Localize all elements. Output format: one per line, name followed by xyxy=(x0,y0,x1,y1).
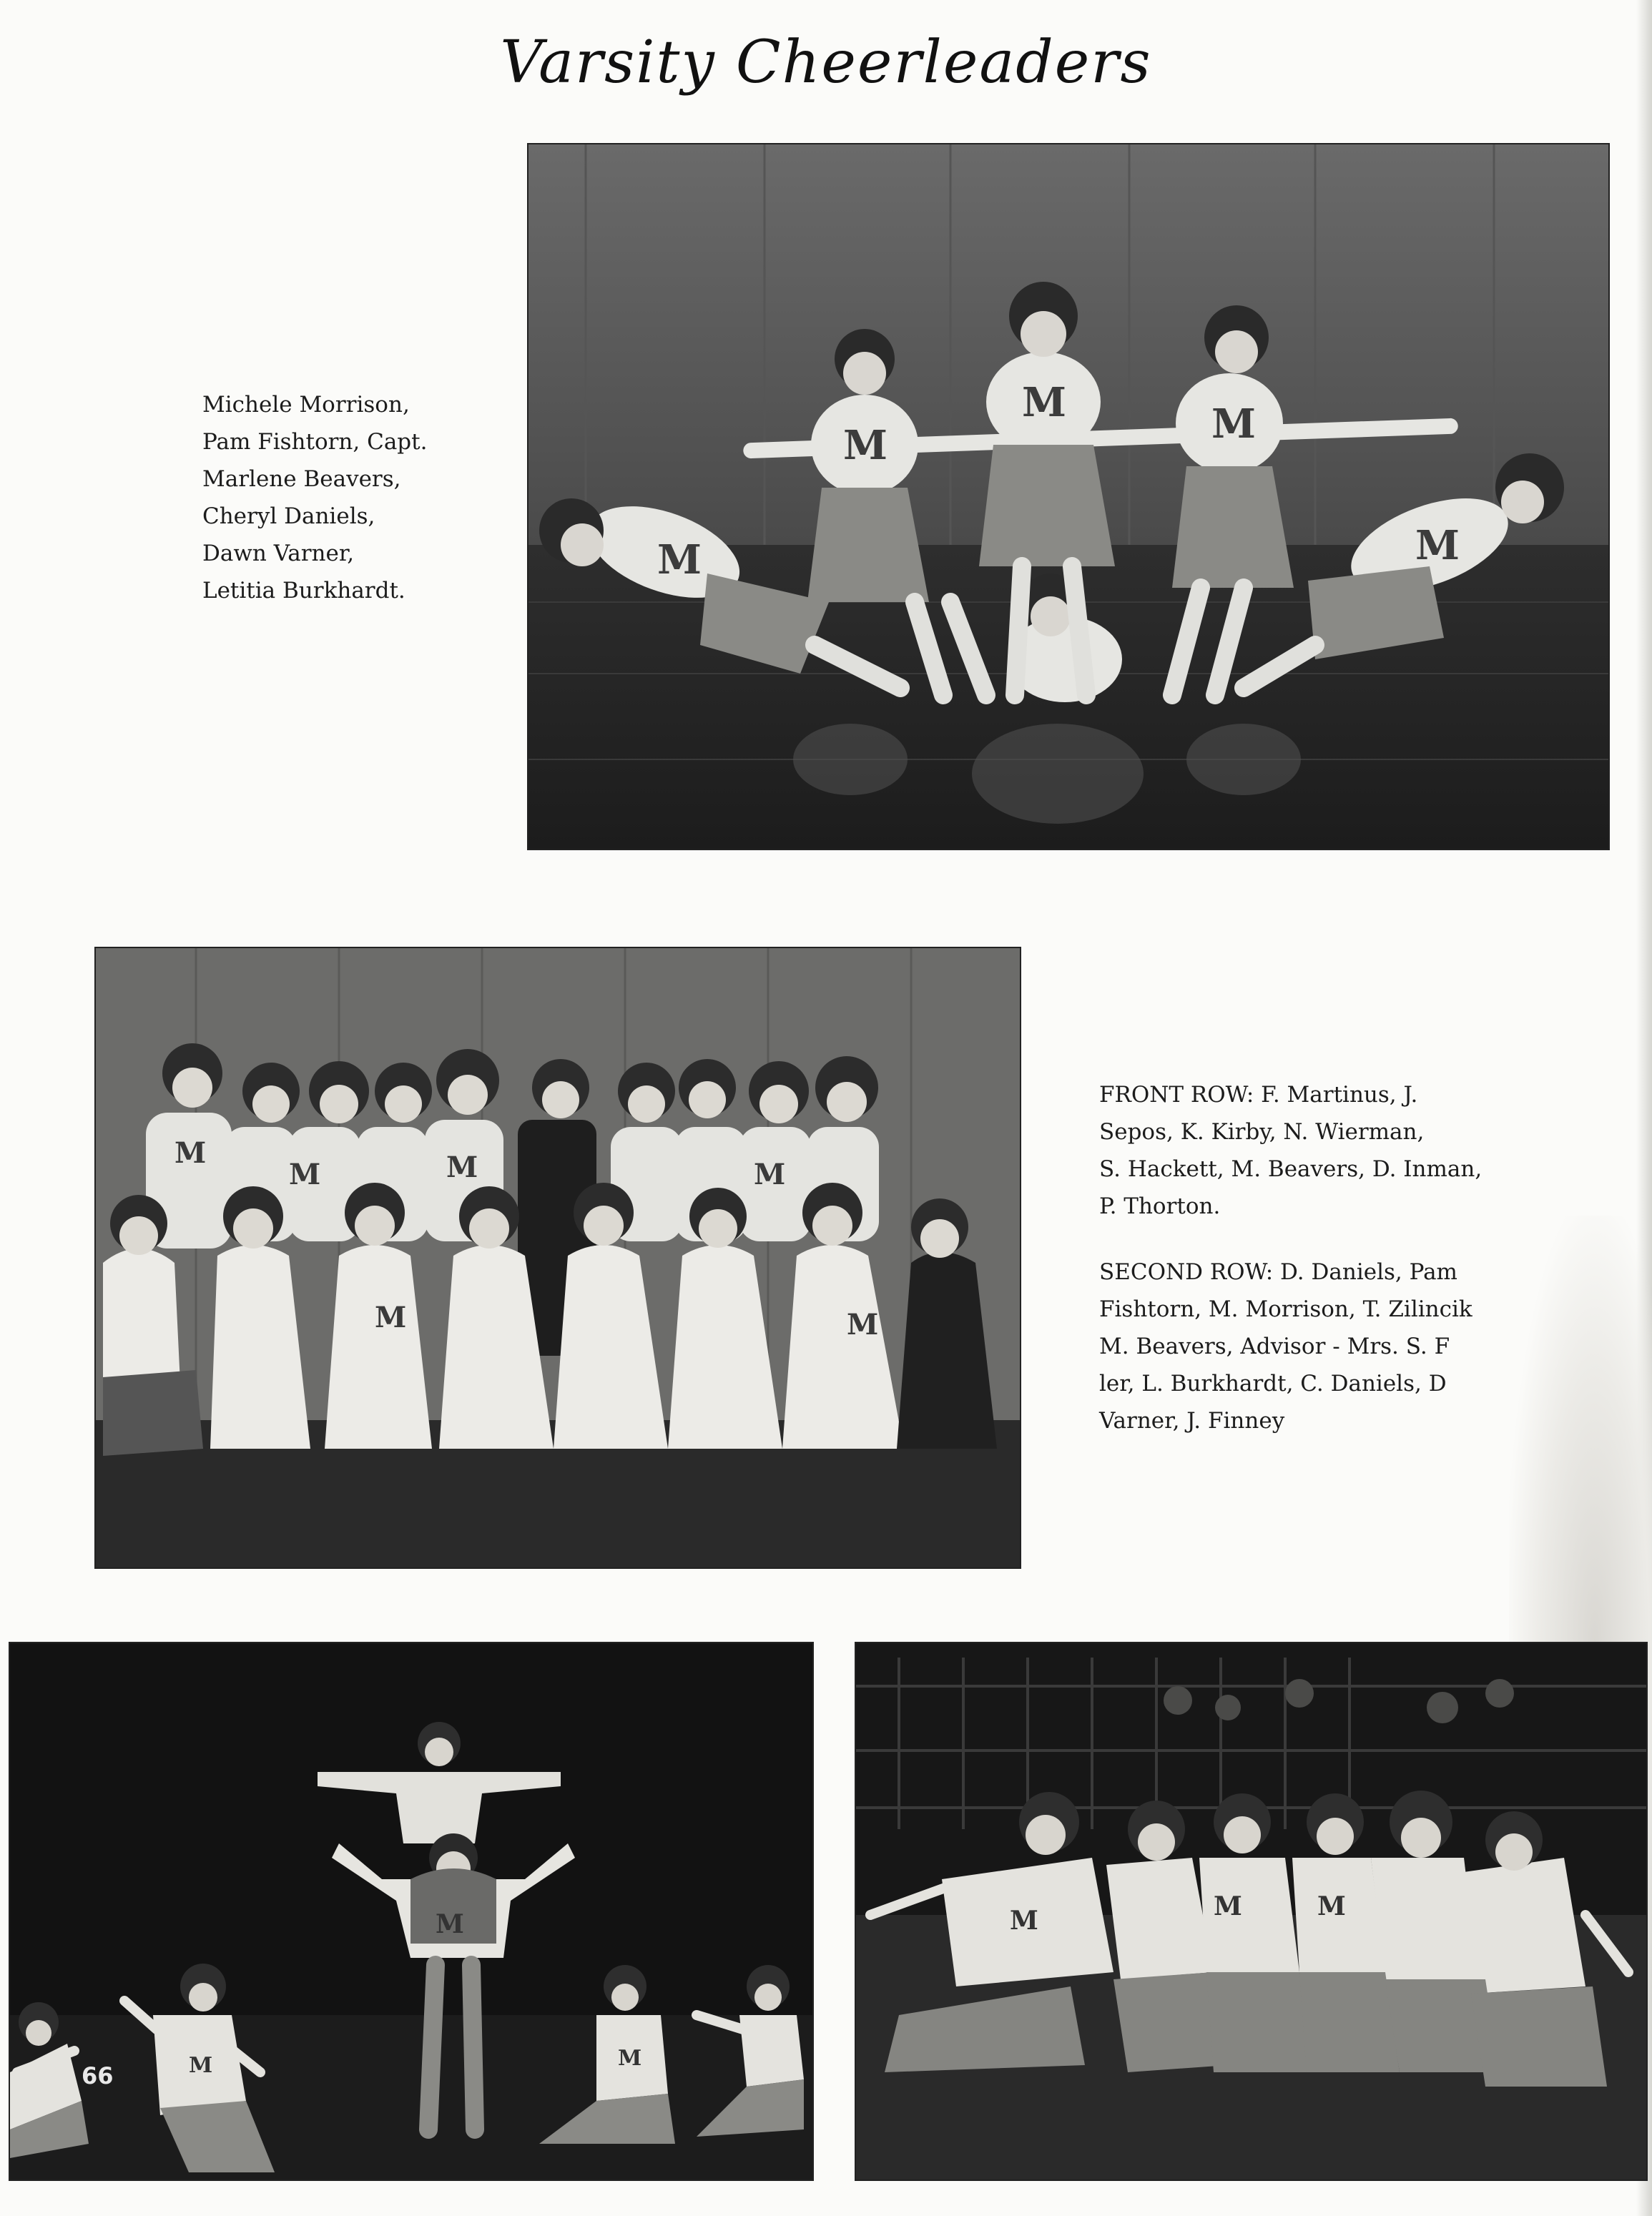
night-stunt-photo xyxy=(9,1642,814,2181)
photo1-caption-line: Letitia Burkhardt. xyxy=(202,578,405,604)
svg-text:M: M xyxy=(618,2046,642,2071)
page-title: Varsity Cheerleaders xyxy=(500,29,1152,97)
photo2-caption xyxy=(1099,1076,1482,1468)
front-row-line: S. Hackett, M. Beavers, D. Inman, xyxy=(1099,1156,1483,1182)
front-row-line: Sepos, K. Kirby, N. Wierman, xyxy=(1099,1119,1425,1145)
photo3-illustration xyxy=(10,1643,812,2180)
photo1-caption-line: Dawn Varner, xyxy=(202,541,355,566)
second-row-caption xyxy=(1099,1254,1482,1439)
photo1-illustration xyxy=(528,144,1608,849)
svg-text:M: M xyxy=(1214,1891,1242,1921)
svg-text:M: M xyxy=(843,422,888,469)
photo4-illustration xyxy=(856,1643,1646,2180)
night-kneeling-photo xyxy=(855,1642,1648,2181)
svg-text:M: M xyxy=(289,1158,321,1191)
squad-group-photo xyxy=(94,947,1021,1569)
svg-text:M: M xyxy=(847,1308,879,1341)
svg-text:M: M xyxy=(1010,1906,1038,1936)
svg-text:M: M xyxy=(446,1151,478,1184)
second-row-line: SECOND ROW: D. Daniels, Pam xyxy=(1099,1259,1457,1285)
second-row-line: Fishtorn, M. Morrison, T. Zilincik xyxy=(1099,1296,1472,1322)
photo1-caption xyxy=(202,386,427,609)
front-row-line: FRONT ROW: F. Martinus, J. xyxy=(1099,1082,1418,1108)
svg-text:M: M xyxy=(657,536,702,583)
photo2-illustration xyxy=(96,948,1020,1567)
photo1-caption-line: Marlene Beavers, xyxy=(202,466,401,492)
cheerleader-pyramid-photo xyxy=(527,143,1610,850)
photo1-caption-line: Michele Morrison, xyxy=(202,392,410,418)
page-number: 66 xyxy=(82,2062,114,2089)
second-row-line: ler, L. Burkhardt, C. Daniels, D xyxy=(1099,1371,1447,1397)
second-row-line: M. Beavers, Advisor - Mrs. S. F xyxy=(1099,1334,1450,1359)
photo1-caption-line: Cheryl Daniels, xyxy=(202,503,375,529)
second-row-line: Varner, J. Finney xyxy=(1099,1408,1285,1434)
svg-text:M: M xyxy=(1022,379,1066,426)
svg-text:M: M xyxy=(375,1301,407,1334)
svg-text:M: M xyxy=(436,1909,464,1939)
svg-text:M: M xyxy=(174,1136,207,1170)
svg-text:M: M xyxy=(189,2053,213,2078)
svg-text:M: M xyxy=(1317,1891,1346,1921)
svg-text:M: M xyxy=(1211,400,1256,448)
svg-text:M: M xyxy=(1415,522,1460,569)
front-row-line: P. Thorton. xyxy=(1099,1193,1221,1219)
front-row-caption xyxy=(1099,1076,1482,1225)
photo1-caption-line: Pam Fishtorn, Capt. xyxy=(202,429,428,455)
svg-text:M: M xyxy=(754,1158,786,1191)
